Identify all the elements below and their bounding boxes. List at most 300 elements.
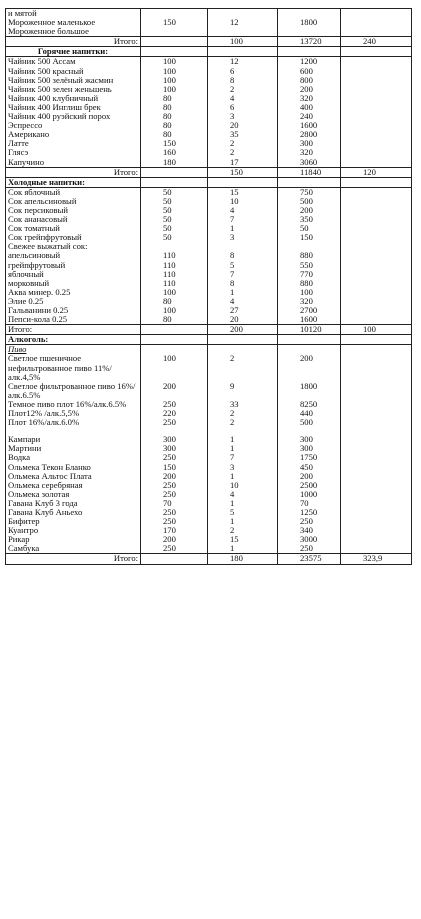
item-extra xyxy=(341,544,412,554)
item-portion: 50 xyxy=(141,206,208,215)
item-portion: 100 xyxy=(141,288,208,297)
item-portion: 100 xyxy=(141,354,208,381)
section-title: Холодные напитки: xyxy=(6,177,141,187)
spacer-cell xyxy=(6,427,141,435)
item-count: 1 xyxy=(208,517,278,526)
item-name: Гавана Клуб 3 года xyxy=(6,499,141,508)
item-count: 10 xyxy=(208,197,278,206)
item-portion: 300 xyxy=(141,435,208,444)
item-extra xyxy=(341,453,412,462)
item-extra xyxy=(341,261,412,270)
item-count: 2 xyxy=(208,526,278,535)
subsection-title: Пиво xyxy=(6,345,141,355)
item-extra xyxy=(341,27,412,37)
total-count: 150 xyxy=(208,167,278,177)
item-sum: 350 xyxy=(278,215,341,224)
item-sum: 1250 xyxy=(278,508,341,517)
item-count: 1 xyxy=(208,472,278,481)
item-count: 1 xyxy=(208,435,278,444)
item-name: Сок апельсиновый xyxy=(6,197,141,206)
total-empty xyxy=(141,167,208,177)
item-name: и мятой xyxy=(6,9,141,19)
item-name: Самбука xyxy=(6,544,141,554)
item-extra xyxy=(341,508,412,517)
item-extra xyxy=(341,187,412,197)
total-row xyxy=(6,167,412,177)
table-row xyxy=(6,187,412,197)
section-header-empty xyxy=(141,47,208,57)
table-row xyxy=(6,206,412,215)
item-name: Чайник 500 зелёный жасмин xyxy=(6,76,141,85)
item-sum: 300 xyxy=(278,435,341,444)
section-title: Горячие напитки: xyxy=(6,47,141,57)
table-row xyxy=(6,544,412,554)
item-count: 17 xyxy=(208,158,278,168)
table-row xyxy=(6,288,412,297)
table-row xyxy=(6,18,412,27)
item-name: Светлое фильтрованное пиво 16%/алк.6.5% xyxy=(6,382,141,400)
item-count: 3 xyxy=(208,112,278,121)
item-name: Сок томатный xyxy=(6,224,141,233)
item-count: 1 xyxy=(208,499,278,508)
spacer-cell xyxy=(208,427,278,435)
section-header-empty xyxy=(278,47,341,57)
total-extra: 323,9 xyxy=(341,554,412,564)
table-row xyxy=(6,27,412,37)
item-name: Чайник 500 зелен женьшень xyxy=(6,85,141,94)
total-extra: 120 xyxy=(341,167,412,177)
table-row xyxy=(6,435,412,444)
table-row xyxy=(6,57,412,67)
item-extra xyxy=(341,526,412,535)
item-portion: 160 xyxy=(141,148,208,157)
total-empty xyxy=(141,554,208,564)
item-sum: 1200 xyxy=(278,57,341,67)
item-name: апельсиновый xyxy=(6,251,141,260)
section-header-empty xyxy=(208,335,278,345)
item-sum: 340 xyxy=(278,526,341,535)
item-count: 4 xyxy=(208,297,278,306)
item-name: Ольмека Альтос Плата xyxy=(6,472,141,481)
table-row xyxy=(6,85,412,94)
item-name: Элие 0.25 xyxy=(6,297,141,306)
item-extra xyxy=(341,18,412,27)
item-portion: 110 xyxy=(141,279,208,288)
item-extra xyxy=(341,242,412,251)
table-row xyxy=(6,444,412,453)
item-sum: 500 xyxy=(278,418,341,427)
item-name: Капучино xyxy=(6,158,141,168)
sales-report-body xyxy=(6,9,412,565)
section-header-empty xyxy=(141,177,208,187)
table-row xyxy=(6,463,412,472)
section-title: Алкоголь: xyxy=(6,335,141,345)
item-extra xyxy=(341,354,412,381)
item-portion: 50 xyxy=(141,224,208,233)
table-row xyxy=(6,9,412,19)
item-portion: 80 xyxy=(141,103,208,112)
item-count: 20 xyxy=(208,315,278,325)
item-sum: 240 xyxy=(278,112,341,121)
item-portion xyxy=(141,242,208,251)
item-portion: 250 xyxy=(141,517,208,526)
item-name: Аква минер. 0.25 xyxy=(6,288,141,297)
total-count: 100 xyxy=(208,37,278,47)
item-extra xyxy=(341,224,412,233)
item-count: 2 xyxy=(208,139,278,148)
item-name: Ольмека серебряная xyxy=(6,481,141,490)
subsection-empty xyxy=(141,345,208,355)
table-row xyxy=(6,67,412,76)
item-sum: 1600 xyxy=(278,121,341,130)
item-portion: 250 xyxy=(141,400,208,409)
item-count: 3 xyxy=(208,463,278,472)
item-name: Гальванини 0.25 xyxy=(6,306,141,315)
item-sum: 500 xyxy=(278,197,341,206)
item-portion: 200 xyxy=(141,472,208,481)
table-row xyxy=(6,490,412,499)
total-empty xyxy=(141,325,208,335)
item-count: 6 xyxy=(208,103,278,112)
item-sum: 300 xyxy=(278,139,341,148)
table-row xyxy=(6,233,412,242)
item-portion: 150 xyxy=(141,18,208,27)
item-count: 9 xyxy=(208,382,278,400)
item-sum: 320 xyxy=(278,148,341,157)
item-name: Кампари xyxy=(6,435,141,444)
item-sum: 1600 xyxy=(278,315,341,325)
item-count: 3 xyxy=(208,233,278,242)
table-row xyxy=(6,224,412,233)
item-sum: 550 xyxy=(278,261,341,270)
item-portion: 110 xyxy=(141,261,208,270)
table-row xyxy=(6,499,412,508)
item-count: 1 xyxy=(208,288,278,297)
total-label: Итого: xyxy=(6,554,141,564)
item-portion: 110 xyxy=(141,270,208,279)
item-count: 7 xyxy=(208,453,278,462)
item-sum: 100 xyxy=(278,288,341,297)
item-portion: 250 xyxy=(141,490,208,499)
item-portion: 80 xyxy=(141,315,208,325)
item-extra xyxy=(341,94,412,103)
item-extra xyxy=(341,315,412,325)
item-portion: 100 xyxy=(141,67,208,76)
item-sum: 880 xyxy=(278,251,341,260)
table-row xyxy=(6,400,412,409)
item-name: Бифитер xyxy=(6,517,141,526)
table-row xyxy=(6,158,412,168)
item-sum: 320 xyxy=(278,297,341,306)
item-sum xyxy=(278,242,341,251)
table-row xyxy=(6,130,412,139)
item-extra xyxy=(341,517,412,526)
item-name: Плот12% /алк.5,5% xyxy=(6,409,141,418)
table-row xyxy=(6,535,412,544)
total-extra: 240 xyxy=(341,37,412,47)
section-header-empty xyxy=(208,47,278,57)
item-name: морковный xyxy=(6,279,141,288)
item-extra xyxy=(341,158,412,168)
section-header-empty xyxy=(141,335,208,345)
table-row xyxy=(6,508,412,517)
item-name: Свежее выжатый сок: xyxy=(6,242,141,251)
item-name: Глясэ xyxy=(6,148,141,157)
item-extra xyxy=(341,444,412,453)
item-count: 2 xyxy=(208,409,278,418)
item-count: 4 xyxy=(208,206,278,215)
item-extra xyxy=(341,215,412,224)
item-portion: 80 xyxy=(141,130,208,139)
item-sum: 1000 xyxy=(278,490,341,499)
item-extra xyxy=(341,270,412,279)
section-header-row xyxy=(6,177,412,187)
item-count: 12 xyxy=(208,57,278,67)
item-portion: 200 xyxy=(141,535,208,544)
item-portion: 300 xyxy=(141,444,208,453)
item-name: Плот 16%/алк.6.0% xyxy=(6,418,141,427)
item-count: 1 xyxy=(208,544,278,554)
table-row xyxy=(6,197,412,206)
spacer-cell xyxy=(278,427,341,435)
total-label: Итого: xyxy=(6,37,141,47)
item-extra xyxy=(341,306,412,315)
item-extra xyxy=(341,130,412,139)
item-count: 1 xyxy=(208,444,278,453)
item-count: 20 xyxy=(208,121,278,130)
item-name: грейпфрутовый xyxy=(6,261,141,270)
item-name: Сок грейпфрутовый xyxy=(6,233,141,242)
item-extra xyxy=(341,85,412,94)
total-sum: 13720 xyxy=(278,37,341,47)
table-row xyxy=(6,261,412,270)
item-portion: 180 xyxy=(141,158,208,168)
item-name: Ольмека золотая xyxy=(6,490,141,499)
item-sum: 2700 xyxy=(278,306,341,315)
item-name: Чайник 400 Инглиш брек xyxy=(6,103,141,112)
item-extra xyxy=(341,297,412,306)
item-portion: 250 xyxy=(141,453,208,462)
item-extra xyxy=(341,535,412,544)
total-row xyxy=(6,325,412,335)
table-row xyxy=(6,354,412,381)
table-row xyxy=(6,472,412,481)
table-row xyxy=(6,215,412,224)
table-row xyxy=(6,103,412,112)
table-row xyxy=(6,315,412,325)
item-sum: 880 xyxy=(278,279,341,288)
item-sum: 600 xyxy=(278,67,341,76)
item-portion: 70 xyxy=(141,499,208,508)
item-sum: 2500 xyxy=(278,481,341,490)
item-portion xyxy=(141,9,208,19)
item-portion: 150 xyxy=(141,139,208,148)
item-extra xyxy=(341,418,412,427)
item-portion: 150 xyxy=(141,463,208,472)
table-row xyxy=(6,418,412,427)
total-extra: 100 xyxy=(341,325,412,335)
table-row xyxy=(6,139,412,148)
item-count: 8 xyxy=(208,76,278,85)
item-name: Пепси-кола 0.25 xyxy=(6,315,141,325)
table-row xyxy=(6,112,412,121)
item-name: Рикар xyxy=(6,535,141,544)
item-extra xyxy=(341,139,412,148)
item-portion: 110 xyxy=(141,251,208,260)
section-header-empty xyxy=(341,335,412,345)
item-name: яблочный xyxy=(6,270,141,279)
item-extra xyxy=(341,499,412,508)
item-portion: 50 xyxy=(141,187,208,197)
item-name: Сок персиковый xyxy=(6,206,141,215)
table-row xyxy=(6,297,412,306)
section-header-empty xyxy=(341,177,412,187)
item-sum xyxy=(278,9,341,19)
item-name: Латте xyxy=(6,139,141,148)
item-portion xyxy=(141,27,208,37)
table-row xyxy=(6,76,412,85)
item-portion: 250 xyxy=(141,544,208,554)
item-count: 12 xyxy=(208,18,278,27)
table-row xyxy=(6,121,412,130)
item-count: 5 xyxy=(208,508,278,517)
subsection-row xyxy=(6,345,412,355)
item-portion: 50 xyxy=(141,233,208,242)
item-extra xyxy=(341,197,412,206)
item-portion: 50 xyxy=(141,215,208,224)
item-sum: 200 xyxy=(278,85,341,94)
item-count: 27 xyxy=(208,306,278,315)
item-name: Мартини xyxy=(6,444,141,453)
item-sum: 200 xyxy=(278,472,341,481)
item-sum: 1800 xyxy=(278,18,341,27)
item-name: Сок ананасовый xyxy=(6,215,141,224)
table-row xyxy=(6,453,412,462)
item-extra xyxy=(341,206,412,215)
item-portion: 170 xyxy=(141,526,208,535)
item-name: Эспрессо xyxy=(6,121,141,130)
item-portion: 250 xyxy=(141,418,208,427)
item-sum: 50 xyxy=(278,224,341,233)
item-name: Чайник 500 красный xyxy=(6,67,141,76)
item-extra xyxy=(341,400,412,409)
item-extra xyxy=(341,490,412,499)
item-sum: 450 xyxy=(278,463,341,472)
item-extra xyxy=(341,481,412,490)
item-name: Водка xyxy=(6,453,141,462)
total-row xyxy=(6,37,412,47)
spacer-row xyxy=(6,427,412,435)
item-sum: 400 xyxy=(278,103,341,112)
item-count: 4 xyxy=(208,490,278,499)
item-name: Чайник 400 руэйский порох xyxy=(6,112,141,121)
item-sum: 250 xyxy=(278,544,341,554)
item-portion: 100 xyxy=(141,76,208,85)
item-count xyxy=(208,9,278,19)
item-sum: 750 xyxy=(278,187,341,197)
item-count: 5 xyxy=(208,261,278,270)
item-sum: 3060 xyxy=(278,158,341,168)
item-sum: 250 xyxy=(278,517,341,526)
item-count: 7 xyxy=(208,215,278,224)
item-portion: 80 xyxy=(141,94,208,103)
item-count xyxy=(208,242,278,251)
item-portion: 50 xyxy=(141,197,208,206)
item-portion: 100 xyxy=(141,306,208,315)
item-portion: 200 xyxy=(141,382,208,400)
item-name: Американо xyxy=(6,130,141,139)
table-row xyxy=(6,279,412,288)
item-extra xyxy=(341,288,412,297)
item-name: Темное пиво плот 16%/алк.6.5% xyxy=(6,400,141,409)
item-extra xyxy=(341,382,412,400)
section-header-empty xyxy=(278,335,341,345)
item-sum: 800 xyxy=(278,76,341,85)
item-name: Светлое пшеничное нефильтрованное пиво 11%/алк.4,5% xyxy=(6,354,141,381)
total-count: 180 xyxy=(208,554,278,564)
item-portion: 250 xyxy=(141,481,208,490)
item-count: 4 xyxy=(208,94,278,103)
item-extra xyxy=(341,112,412,121)
item-sum: 150 xyxy=(278,233,341,242)
section-header-row xyxy=(6,335,412,345)
table-row xyxy=(6,306,412,315)
item-name: Мороженное маленькое xyxy=(6,18,141,27)
table-row xyxy=(6,148,412,157)
section-header-row xyxy=(6,47,412,57)
subsection-empty xyxy=(278,345,341,355)
item-extra xyxy=(341,9,412,19)
item-portion: 100 xyxy=(141,85,208,94)
item-extra xyxy=(341,121,412,130)
item-sum: 770 xyxy=(278,270,341,279)
table-row xyxy=(6,382,412,400)
item-name: Мороженное большое xyxy=(6,27,141,37)
item-extra xyxy=(341,233,412,242)
item-count: 8 xyxy=(208,279,278,288)
item-sum: 1800 xyxy=(278,382,341,400)
table-row xyxy=(6,526,412,535)
section-header-empty xyxy=(278,177,341,187)
subsection-empty xyxy=(208,345,278,355)
item-name: Чайник 400 клубничный xyxy=(6,94,141,103)
table-row xyxy=(6,481,412,490)
item-name: Ольмека Текон Бланко xyxy=(6,463,141,472)
item-count: 15 xyxy=(208,187,278,197)
item-count: 8 xyxy=(208,251,278,260)
item-extra xyxy=(341,251,412,260)
item-sum: 300 xyxy=(278,444,341,453)
item-sum: 70 xyxy=(278,499,341,508)
item-sum: 2800 xyxy=(278,130,341,139)
item-portion: 80 xyxy=(141,297,208,306)
item-count: 33 xyxy=(208,400,278,409)
item-portion: 100 xyxy=(141,57,208,67)
item-count: 15 xyxy=(208,535,278,544)
item-name: Гавана Клуб Аньехо xyxy=(6,508,141,517)
item-portion: 250 xyxy=(141,508,208,517)
item-sum: 200 xyxy=(278,354,341,381)
item-name: Сок яблочный xyxy=(6,187,141,197)
item-sum: 1750 xyxy=(278,453,341,462)
item-sum: 3000 xyxy=(278,535,341,544)
item-extra xyxy=(341,463,412,472)
item-name: Чайник 500 Ассам xyxy=(6,57,141,67)
item-extra xyxy=(341,435,412,444)
item-extra xyxy=(341,67,412,76)
table-row xyxy=(6,242,412,251)
table-row xyxy=(6,94,412,103)
